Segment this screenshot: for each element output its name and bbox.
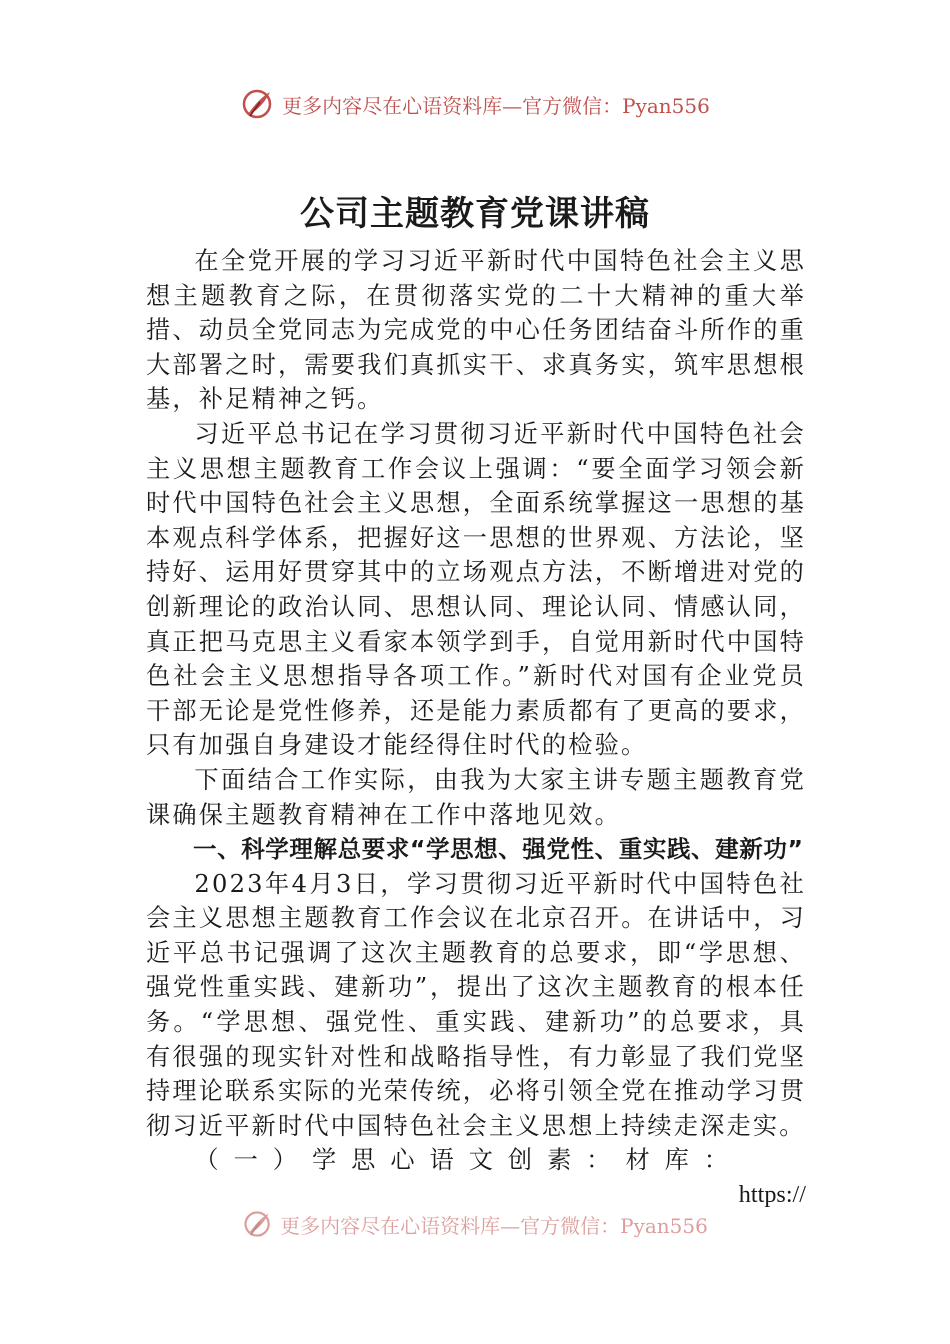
watermark-footer bbox=[0, 1206, 950, 1242]
quill-logo-icon bbox=[240, 86, 276, 122]
cut-line-text: （一）学思心语文创素：材库： bbox=[194, 1146, 744, 1175]
watermark-text: 更多内容尽在心语资料库—官方微信：Pyan556 bbox=[280, 1213, 708, 1238]
quill-logo-icon bbox=[242, 1208, 274, 1240]
watermark-text: 更多内容尽在心语资料库—官方微信：Pyan556 bbox=[282, 93, 710, 118]
paragraph-quote: 习近平总书记在学习贯彻习近平新时代中国特色社会主义思想主题教育工作会议上强调：“要全面学习领会新时代中国特色社会主义思想，全面系统掌握这一思想的基本观点科学体系，把握好这一思想的世界观、方法论，坚持好、运用好贯穿其中的立场观点方法，不断增进对党的创新理论的政治认同、思想认同、理论认同、情感认同，真正把马克思主义看家本领学到手，自觉用新时代中国特色社会主义思想指导各项工作。”新时代对国有企业党员干部无论是党性修养，还是能力素质都有了更高的要求，只有加强自身建设才能经得住时代的检验。 bbox=[146, 419, 806, 760]
section-heading-1: 一、科学理解总要求“学思想、强党性、重实践、建新功” bbox=[193, 835, 804, 864]
document-body bbox=[146, 244, 806, 1213]
paragraph-meeting: 2023年4月3日，学习贯彻习近平新时代中国特色社会主义思想主题教育工作会议在北京召开。在讲话中，习近平总书记强调了这次主题教育的总要求，即“学思想、强党性重实践、建新功”，提出了这次主题教育的根本任务。“学思想、强党性、重实践、建新功”的总要求，具有很强的现实针对性和战略指导性，有力彰显了我们党坚持理论联系实际的光荣传统，必将引领全党在推动学习贯彻习近平新时代中国特色社会主义思想上持续走深走实。 bbox=[146, 869, 806, 1140]
paragraph-purpose: 下面结合工作实际，由我为大家主讲专题主题教育党课确保主题教育精神在工作中落地见效。 bbox=[146, 765, 806, 829]
document-title: 公司主题教育党课讲稿 bbox=[300, 194, 650, 234]
paragraph-intro: 在全党开展的学习习近平新时代中国特色社会主义思想主题教育之际，在贯彻落实党的二十大精神的重大举措、动员全党同志为完成党的中心任务团结奋斗所作的重大部署之时，需要我们真抓实干、求真务实，筑牢思想根基，补足精神之钙。 bbox=[146, 247, 806, 414]
watermark-header bbox=[0, 84, 950, 124]
cut-off-line bbox=[146, 1143, 806, 1209]
cut-line-url[interactable]: https:// bbox=[738, 1181, 806, 1209]
